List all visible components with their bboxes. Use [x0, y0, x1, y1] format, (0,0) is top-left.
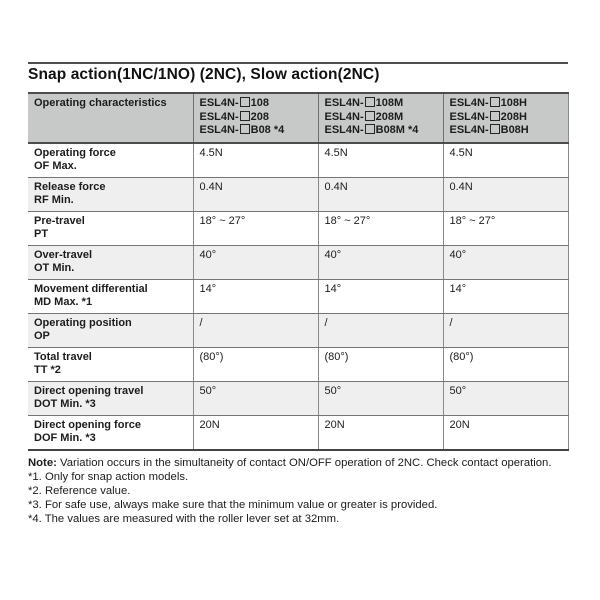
table-row — [28, 280, 568, 314]
model-placeholder-box-icon — [490, 111, 500, 121]
model-number: ESL4N- 108M — [324, 97, 404, 109]
table-header — [28, 93, 568, 143]
footnote-2: *2. Reference value. — [28, 485, 131, 497]
row-sublabel: TT *2 — [34, 364, 61, 376]
row-sublabel: DOT Min. *3 — [34, 398, 96, 410]
row-label-cell — [28, 348, 193, 382]
value-cell: 18° ~ 27° — [443, 212, 568, 246]
model-number: ESL4N- 108H — [449, 97, 527, 109]
row-sublabel: RF Min. — [34, 194, 74, 206]
row-label: Release force — [34, 181, 106, 193]
value-cell: 18° ~ 27° — [318, 212, 443, 246]
top-rule — [28, 62, 568, 64]
model-placeholder-box-icon — [240, 97, 250, 107]
value-cell: 20N — [193, 416, 318, 451]
row-sublabel: OT Min. — [34, 262, 75, 274]
model-number: ESL4N- B08M *4 — [324, 124, 419, 136]
notes-block — [28, 456, 576, 526]
model-placeholder-box-icon — [365, 111, 375, 121]
row-label-cell — [28, 416, 193, 451]
header-row — [28, 93, 568, 143]
model-number: ESL4N- B08H — [449, 124, 529, 136]
row-sublabel: PT — [34, 228, 49, 240]
page-title: Snap action(1NC/1NO) (2NC), Slow action(2NC) — [28, 66, 380, 83]
value-cell: / — [193, 314, 318, 348]
row-label: Over-travel — [34, 249, 93, 261]
row-label: Pre-travel — [34, 215, 85, 227]
model-number: ESL4N- 208H — [449, 110, 527, 123]
value-cell: 50° — [443, 382, 568, 416]
model-placeholder-box-icon — [490, 97, 500, 107]
value-cell: 14° — [443, 280, 568, 314]
table-row — [28, 212, 568, 246]
value-cell: 40° — [443, 246, 568, 280]
row-label-cell — [28, 280, 193, 314]
row-label: Operating force — [34, 147, 116, 159]
footnote-3: *3. For safe use, always make sure that the minimum value or greater is provided. — [28, 499, 438, 511]
value-cell: (80°) — [193, 348, 318, 382]
corner-header-cell: Operating characteristics — [28, 93, 193, 143]
value-cell: 4.5N — [193, 143, 318, 178]
note-line — [28, 456, 576, 470]
value-cell: 14° — [193, 280, 318, 314]
footnote-4: *4. The values are measured with the roller lever set at 32mm. — [28, 513, 340, 525]
table-row — [28, 143, 568, 178]
value-cell: 0.4N — [318, 178, 443, 212]
row-label: Direct opening force — [34, 419, 141, 431]
model-placeholder-box-icon — [240, 124, 250, 134]
row-label: Operating position — [34, 317, 132, 329]
operating-characteristics-table — [28, 92, 569, 451]
value-cell: / — [318, 314, 443, 348]
model-number: ESL4N- 208M — [324, 110, 404, 123]
table-body — [28, 143, 568, 450]
model-placeholder-box-icon — [365, 97, 375, 107]
value-cell: 0.4N — [193, 178, 318, 212]
row-sublabel: MD Max. *1 — [34, 296, 93, 308]
row-label-cell — [28, 178, 193, 212]
row-label-cell — [28, 212, 193, 246]
model-number: ESL4N- 108 — [199, 97, 269, 109]
row-label-cell — [28, 143, 193, 178]
value-cell: 20N — [443, 416, 568, 451]
table-row — [28, 178, 568, 212]
value-cell: / — [443, 314, 568, 348]
value-cell: 40° — [193, 246, 318, 280]
table-row — [28, 382, 568, 416]
value-cell: 4.5N — [443, 143, 568, 178]
row-label: Movement differential — [34, 283, 148, 295]
row-sublabel: OP — [34, 330, 50, 342]
row-label-cell — [28, 382, 193, 416]
note-label: Note: — [28, 457, 57, 469]
value-cell: 18° ~ 27° — [193, 212, 318, 246]
value-cell: 14° — [318, 280, 443, 314]
value-cell: 40° — [318, 246, 443, 280]
model-placeholder-box-icon — [490, 124, 500, 134]
model-column-header-3 — [443, 93, 568, 143]
value-cell: (80°) — [318, 348, 443, 382]
row-sublabel: DOF Min. *3 — [34, 432, 96, 444]
model-number: ESL4N- 208 — [199, 110, 269, 123]
row-sublabel: OF Max. — [34, 160, 77, 172]
table-row — [28, 246, 568, 280]
value-cell: 0.4N — [443, 178, 568, 212]
row-label: Direct opening travel — [34, 385, 144, 397]
value-cell: 50° — [193, 382, 318, 416]
model-number: ESL4N- B08 *4 — [199, 124, 285, 136]
value-cell: 50° — [318, 382, 443, 416]
value-cell: (80°) — [443, 348, 568, 382]
model-placeholder-box-icon — [365, 124, 375, 134]
row-label-cell — [28, 246, 193, 280]
model-column-header-2 — [318, 93, 443, 143]
footnote-1: *1. Only for snap action models. — [28, 471, 189, 483]
table-row — [28, 314, 568, 348]
model-column-header-1 — [193, 93, 318, 143]
table-row — [28, 348, 568, 382]
row-label: Total travel — [34, 351, 92, 363]
value-cell: 20N — [318, 416, 443, 451]
row-label-cell — [28, 314, 193, 348]
value-cell: 4.5N — [318, 143, 443, 178]
table-row — [28, 416, 568, 451]
model-placeholder-box-icon — [240, 111, 250, 121]
note-text: Variation occurs in the simultaneity of contact ON/OFF operation of 2NC. Check contact operation. — [60, 457, 552, 469]
